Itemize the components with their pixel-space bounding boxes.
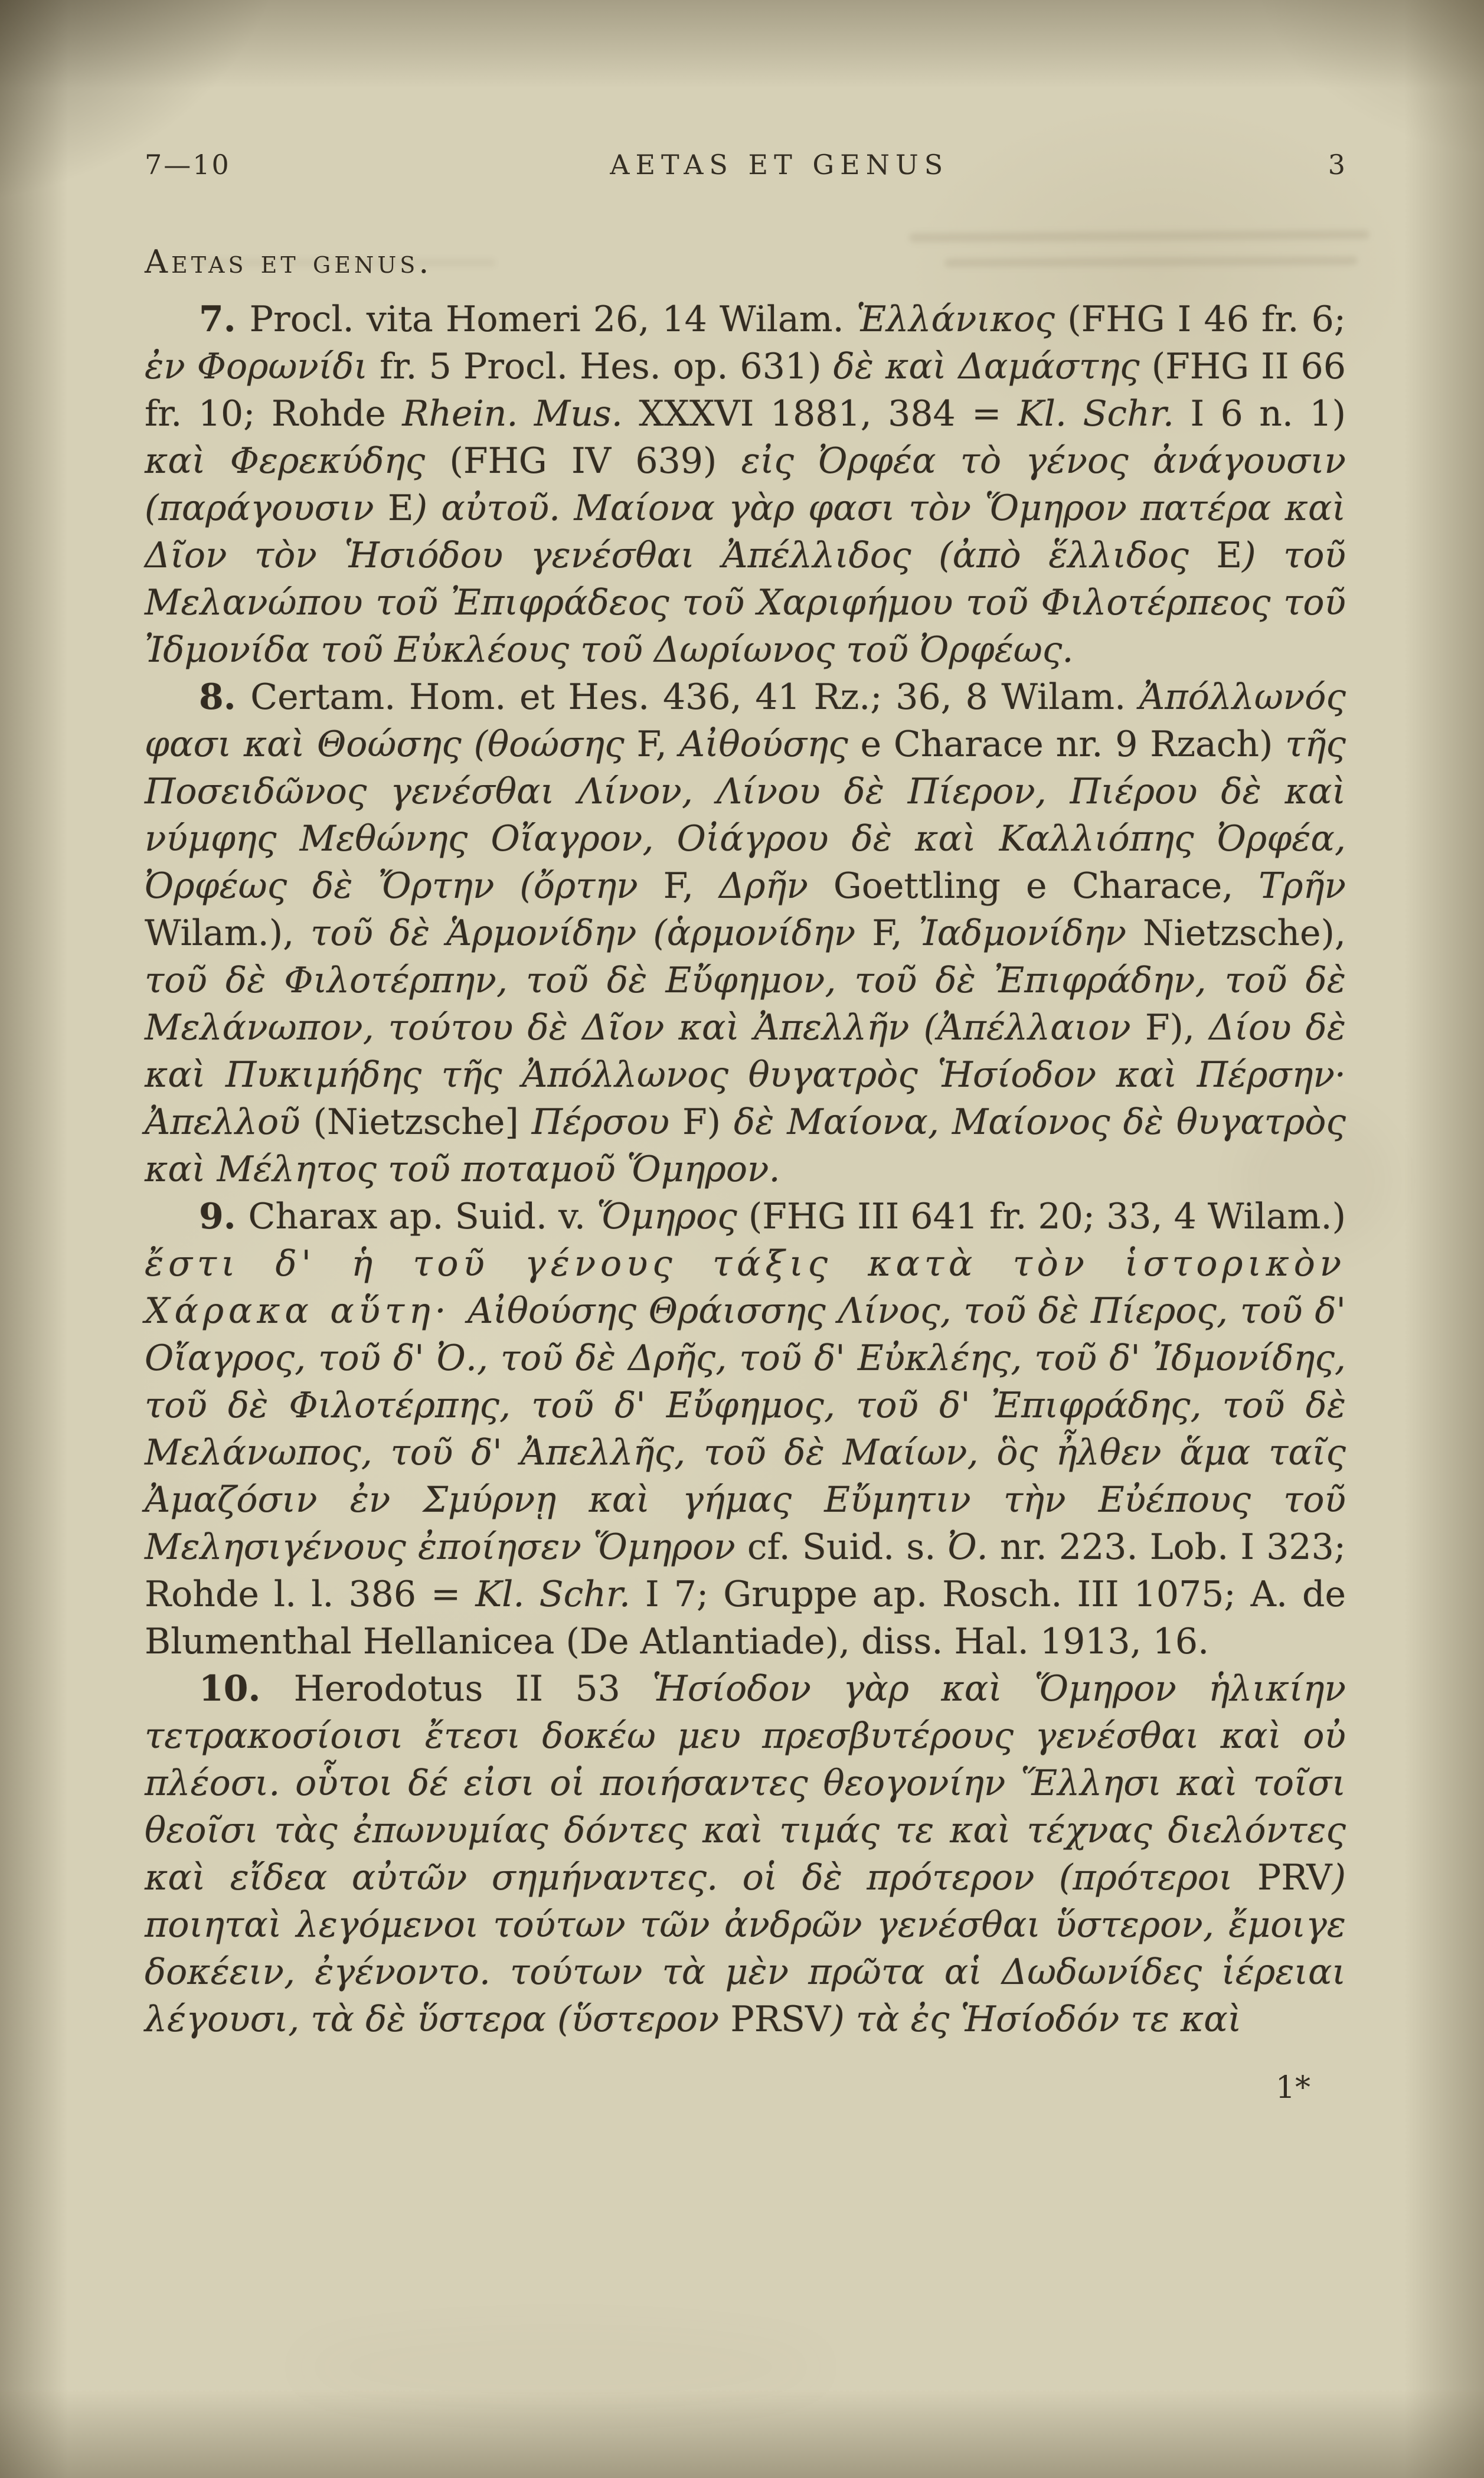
text-run: cf. Suid. s.: [747, 1526, 948, 1568]
paper-stain: [295, 2332, 826, 2402]
text-run: nr. 223. Lob. I 323; Rohde l. l. 386 =: [145, 1526, 1346, 1615]
text-run: Ὅμηρος: [597, 1196, 748, 1237]
text-run: Kl. Schr.: [475, 1574, 646, 1615]
text-run: (FHG II 66 fr. 10; Rohde: [145, 346, 1346, 434]
text-run: Αἰθούσης Θράισσης Λίνος, τοῦ δὲ Πίερος, τοῦ δ' Οἴαγρος, τοῦ δ' Ὀ., τοῦ δὲ Δρῆς, τοῦ δ' Εὐκλέης, τοῦ δ' Ἰδμονίδης, τοῦ δὲ Φιλοτέρπης, τοῦ δ' Εὔφημος, τοῦ δ' Ἐπιφράδης, τοῦ δὲ Μελάνωπος, τοῦ δ' Ἀπελλῆς, τοῦ δὲ Μαίων, ὃς ἦλθεν ἅμα ταῖς Ἀμαζόσιν ἐν Σμύρνῃ καὶ γήμας Εὔμητιν τὴν Εὐέπους τοῦ Μελησιγένους ἐποίησεν Ὅμηρον: [145, 1290, 1346, 1568]
header-running-title: AETAS ET GENUS: [610, 149, 949, 181]
text-run: δὲ καὶ Δαμάστης: [833, 346, 1152, 387]
signature-mark: 1*: [1275, 2070, 1310, 2106]
text-run: F): [682, 1101, 734, 1143]
text-run: Wilam.),: [145, 913, 311, 954]
text-run: Kl. Schr.: [1017, 393, 1191, 434]
running-header: [145, 149, 1346, 181]
section-heading: Aetas et genus.: [145, 243, 433, 280]
text-run: PRSV: [730, 1999, 831, 2040]
text-run: Charax ap. Suid. v.: [248, 1196, 597, 1237]
text-run: τοῦ δὲ Φιλοτέρπην, τοῦ δὲ Εὔφημον, τοῦ δὲ Ἐπιφράδην, τοῦ δὲ Μελάνωπον, τούτου δὲ Δῖον καὶ Ἀπελλῆν (Ἀπέλλαιον: [145, 960, 1346, 1048]
text-run: (FHG III 641 fr. 20; 33, 4 Wilam.): [748, 1196, 1346, 1237]
text-run: ἐν Φορωνίδι: [145, 346, 380, 387]
text-run: ) τοῦ Μελανώπου τοῦ Ἐπιφράδεος τοῦ Χαριφήμου τοῦ Φιλοτέρπεος τοῦ Ἰδμονίδα τοῦ Εὐκλέους τοῦ Δωρίωνος τοῦ Ὀρφέως.: [145, 535, 1346, 671]
text-run: Ἀπόλλωνός φασι καὶ Θοώσης (θοώσης: [145, 676, 1346, 765]
text-block: [145, 0, 1346, 2106]
body-text: [145, 296, 1346, 2043]
header-section-range: 7—10: [145, 149, 231, 181]
text-run: PRV: [1257, 1857, 1332, 1898]
text-run: Ἑλλάνικος: [856, 299, 1068, 340]
text-run: Nietzsche),: [1143, 913, 1346, 954]
text-run: τῆς Ποσειδῶνος γενέσθαι Λίνον, Λίνου δὲ Πίερον, Πιέρου δὲ καὶ νύμφης Μεθώνης Οἴαγρον, Οἰάγρου δὲ καὶ Καλλιόπης Ὀρφέα, Ὀρφέως δὲ Ὄρτην (ὄρτην: [145, 724, 1346, 907]
text-run: Ἰαδμονίδην: [918, 913, 1143, 954]
text-run: I 7; Gruppe ap. Rosch. III 1075; A. de Blumenthal Hellanicea (De Atlantiade), diss. Hal. 1913, 16.: [145, 1574, 1346, 1662]
text-run: Ἡσίοδον γὰρ καὶ Ὅμηρον ἡλικίην τετρακοσίοισι ἔτεσι δοκέω μευ πρεσβυτέρους γενέσθαι καὶ οὐ πλέοσι. οὗτοι δέ εἰσι οἱ ποιήσαντες θεογονίην Ἕλλησι καὶ τοῖσι θεοῖσι τὰς ἐπωνυμίας δόντες καὶ τιμάς τε καὶ τέχνας διελόντες καὶ εἴδεα αὐτῶν σημήναντες. οἱ δὲ πρότερον (πρότεροι: [145, 1668, 1346, 1898]
text-run: I 6 n. 1): [1190, 393, 1346, 434]
text-run: Goettling e Charace,: [833, 865, 1259, 907]
text-run: (FHG I 46 fr. 6;: [1067, 299, 1346, 340]
text-run: εἰς Ὀρφέα τὸ γένος ἀνάγουσιν (παράγουσιν: [145, 440, 1346, 529]
text-run: E: [1216, 535, 1243, 576]
paragraph-9: [145, 1193, 1346, 1665]
paragraph-7: [145, 296, 1346, 674]
paragraph-number: 8.: [199, 676, 251, 718]
text-run: τοῦ δὲ Ἁρμονίδην (ἁρμονίδην: [310, 913, 872, 954]
text-run: Τρῆν: [1259, 865, 1346, 907]
text-run: ) τὰ ἐς Ἡσίοδόν τε καὶ: [831, 1999, 1242, 2040]
page-number: 3: [1328, 149, 1346, 181]
text-run: F,: [663, 865, 719, 907]
text-run: Procl. vita Homeri 26, 14 Wilam.: [249, 299, 857, 340]
text-run: ἔστι δ' ἡ τοῦ γένους τάξις κατὰ τὸν ἱστορικὸν Χάρακα αὕτη·: [145, 1243, 1346, 1332]
text-run: ) αὐτοῦ. Μαίονα γὰρ φασι τὸν Ὅμηρον πατέρα καὶ Δῖον τὸν Ἡσιόδου γενέσθαι Ἀπέλλιδος (ἀπὸ ἕλλιδος: [145, 488, 1346, 576]
paragraph-10: [145, 1665, 1346, 2043]
paragraph-8: [145, 674, 1346, 1193]
text-run: F,: [636, 724, 679, 765]
text-run: Certam. Hom. et Hes. 436, 41 Rz.; 36, 8 Wilam.: [250, 676, 1139, 718]
text-run: (Nietzsche]: [313, 1101, 532, 1143]
text-run: F,: [872, 913, 919, 954]
text-run: Herodotus II 53: [293, 1668, 653, 1709]
text-run: Rhein. Mus.: [402, 393, 639, 434]
text-run: δὲ Μαίονα, Μαίονος δὲ θυγατρὸς καὶ Μέλητος τοῦ ποταμοῦ Ὅμηρον.: [145, 1101, 1346, 1190]
text-run: Δρῆν: [718, 865, 833, 907]
text-run: καὶ Φερεκύδης: [145, 440, 450, 482]
text-run: Δίου δὲ καὶ Πυκιμήδης τῆς Ἀπόλλωνος θυγατρὸς Ἡσίοδον καὶ Πέρσην· Ἀπελλοῦ: [145, 1007, 1346, 1143]
paragraph-number: 9.: [199, 1196, 249, 1237]
text-run: Ὀ.: [947, 1526, 1000, 1568]
text-run: XXXVI 1881, 384 =: [639, 393, 1018, 434]
text-run: (FHG IV 639): [449, 440, 741, 482]
text-run: ) ποιηταὶ λεγόμενοι τούτων τῶν ἀνδρῶν γενέσθαι ὕστερον, ἔμοιγε δοκέειν, ἐγένοντο. τούτων τὰ μὲν πρῶτα αἱ Δωδωνίδες ἱέρειαι λέγουσι, τὰ δὲ ὕστερα (ὕστερον: [145, 1857, 1346, 2040]
paragraph-number: 7.: [199, 299, 250, 340]
text-run: e Charace nr. 9 Rzach): [860, 724, 1286, 765]
paragraph-number: 10.: [199, 1668, 294, 1709]
text-run: E: [387, 488, 414, 529]
text-run: fr. 5 Procl. Hes. op. 631): [380, 346, 833, 387]
text-run: Πέρσου: [531, 1101, 683, 1143]
text-run: F),: [1145, 1007, 1210, 1048]
text-run: Αἰθούσης: [679, 724, 861, 765]
